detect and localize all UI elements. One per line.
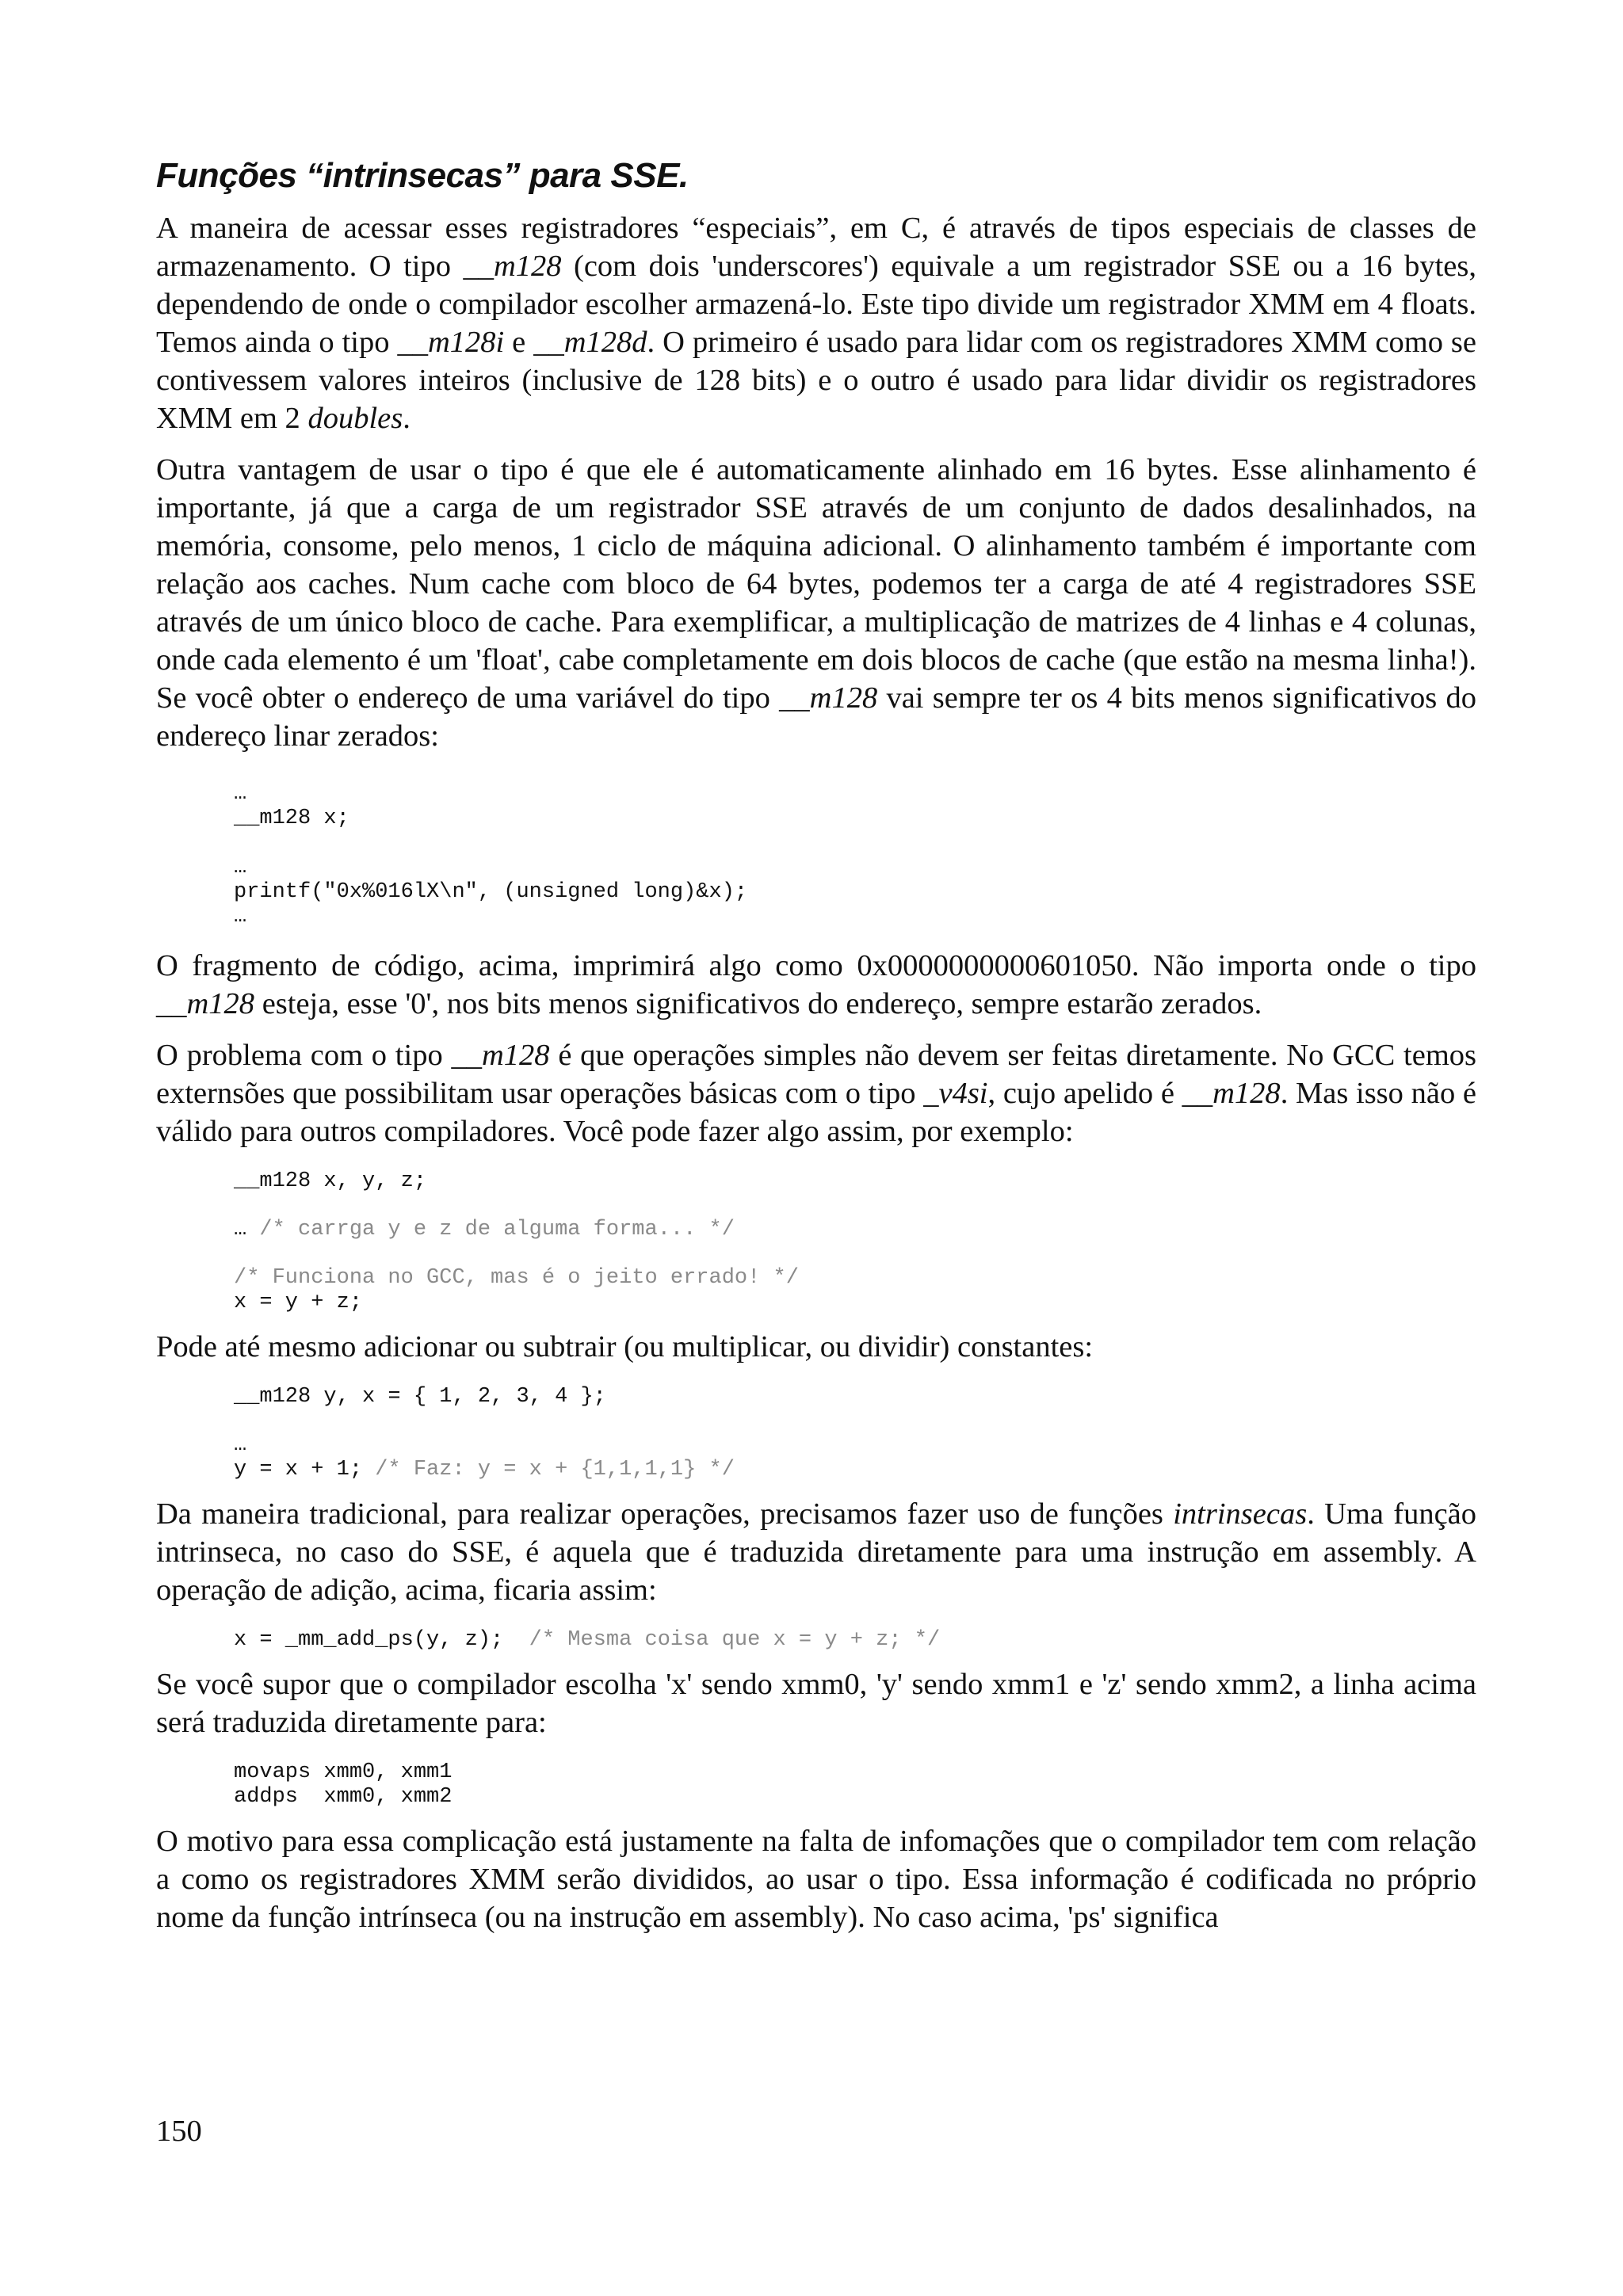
- text-run: . O primeiro é usado para lidar com os registradores XMM como se contivessem valores inteiros (inclusive de 128 bits) e o outro é usado para lidar dividir os registradores XMM em 2: [156, 326, 1476, 435]
- italic-term: __m128: [779, 681, 878, 715]
- italic-term: __m128: [451, 1039, 550, 1072]
- code-text: movaps xmm0, xmm1: [234, 1760, 453, 1784]
- text-run: Outra vantagem de usar o tipo é que ele é automaticamente alinhado em 16 bytes. Esse alinhamento é importante, já que a carga de um registrador SSE através de um conjunto de dados desalinhados, na memória, consome, pelo menos, 1 ciclo de máquina adicional. O alinhamento também é importante com relação aos caches. Num cache com bloco de 64 bytes, podemos ter a carga de até 4 registradores SSE através de um único bloco de cache. Para exemplificar, a multiplicação de matrizes de 4 linhas e 4 colunas, onde cada elemento é um 'float', cabe completamente em dois blocos de cache (que estão na mesma linha!). Se você obter o endereço de uma variável do tipo: [156, 453, 1476, 715]
- italic-term: __m128: [1182, 1077, 1281, 1110]
- code-text: …: [234, 1433, 247, 1457]
- paragraph-fragment-output: [156, 947, 1476, 1023]
- italic-term: __m128d: [533, 326, 647, 359]
- italic-term: __m128i: [397, 326, 505, 359]
- page-content: [156, 155, 1476, 1950]
- code-comment: /* Funciona no GCC, mas é o jeito errado! */: [234, 1266, 799, 1290]
- text-run: esteja, esse '0', nos bits menos significativos do endereço, sempre estarão zerados.: [254, 987, 1262, 1020]
- paragraph-m128-types: [156, 209, 1476, 437]
- code-text: …: [234, 1218, 260, 1241]
- text-run: Da maneira tradicional, para realizar operações, precisamos fazer uso de funções: [156, 1497, 1174, 1531]
- code-comment: /* Faz: y = x + {1,1,1,1} */: [375, 1458, 735, 1482]
- code-block-load-comment: [234, 1218, 1476, 1242]
- code-block-gcc-add: [234, 1266, 1476, 1315]
- italic-term: intrinsecas: [1173, 1497, 1308, 1531]
- text-run: O motivo para essa complicação está justamente na falta de infomações que o compilador tem com relação a como os registradores XMM serão divididos, ao usar o tipo. Essa informação é codificada no próprio nome da função intrínseca (ou na instrução em assembly). No caso acima, 'ps' significa: [156, 1825, 1476, 1934]
- paragraph-alignment: [156, 451, 1476, 755]
- text-run: e: [504, 326, 534, 359]
- text-run: (com dois 'underscores') equivale a um registrador SSE ou a 16 bytes, dependendo de onde o compilador escolher armazená-lo. Este tipo divide um registrador XMM em 4 floats. Temos ainda o tipo: [156, 250, 1476, 359]
- text-run: A maneira de acessar esses registradores “especiais”, em C, é através de tipos especiais de classes de armazenamento. O tipo: [156, 212, 1476, 283]
- text-run: .: [403, 402, 411, 435]
- code-text: __m128 x;: [234, 807, 349, 830]
- text-run: é que operações simples não devem ser feitas diretamente. No GCC temos externsões que possibilitam usar operações básicas com o tipo: [156, 1039, 1477, 1110]
- paragraph-motivation: [156, 1822, 1476, 1936]
- paragraph-register-mapping: [156, 1665, 1476, 1741]
- paragraph-constants: [156, 1328, 1476, 1366]
- code-text: y = x + 1;: [234, 1458, 376, 1482]
- paragraph-gcc-extensions: [156, 1036, 1476, 1150]
- italic-term: __m128: [463, 250, 562, 283]
- code-text: x = y + z;: [234, 1291, 363, 1314]
- code-comment: /* carrga y e z de alguma forma... */: [259, 1218, 735, 1241]
- code-block-init: [234, 1385, 1476, 1409]
- code-text: addps xmm0, xmm2: [234, 1785, 453, 1809]
- section-title: Funções “intrinsecas” para SSE.: [156, 156, 689, 195]
- code-text: __m128 y, x = { 1, 2, 3, 4 };: [234, 1385, 606, 1409]
- code-text: …: [234, 905, 247, 929]
- page-number: 150: [156, 2115, 202, 2148]
- code-block-add-constant: [234, 1433, 1476, 1482]
- italic-term: doubles: [307, 402, 403, 435]
- code-text: printf("0x%016lX\n", (unsigned long)&x);: [234, 880, 748, 904]
- code-block-printf: [234, 782, 1476, 929]
- code-text: x = _mm_add_ps(y, z);: [234, 1628, 529, 1652]
- code-text: …: [234, 856, 247, 879]
- text-run: , cujo apelido é: [987, 1077, 1182, 1110]
- text-run: O fragmento de código, acima, imprimirá algo como 0x0000000000601050. Não importa onde o tipo: [156, 949, 1476, 982]
- code-comment: /* Mesma coisa que x = y + z; */: [529, 1628, 941, 1652]
- text-run: . Uma função intrinseca, no caso do SSE, é aquela que é traduzida diretamente para uma instrução em assembly. A operação de adição, acima, ficaria assim:: [156, 1497, 1476, 1607]
- code-block-assembly: [234, 1760, 1476, 1810]
- paragraph-intrinsics: [156, 1495, 1476, 1609]
- text-run: Pode até mesmo adicionar ou subtrair (ou multiplicar, ou dividir) constantes:: [156, 1330, 1094, 1363]
- code-block-mm-add-ps: [234, 1628, 1476, 1653]
- text-run: O problema com o tipo: [156, 1039, 452, 1072]
- italic-term: _v4si: [923, 1077, 988, 1110]
- text-run: . Mas isso não é válido para outros compiladores. Você pode fazer algo assim, por exemplo:: [156, 1077, 1476, 1148]
- text-run: vai sempre ter os 4 bits menos significativos do endereço linar zerados:: [156, 681, 1477, 753]
- italic-term: __m128: [156, 987, 255, 1020]
- code-block-declare: [234, 1169, 1476, 1194]
- text-run: Se você supor que o compilador escolha 'x' sendo xmm0, 'y' sendo xmm1 e 'z' sendo xmm2, a linha acima será traduzida diretamente para:: [156, 1668, 1476, 1739]
- code-text: __m128 x, y, z;: [234, 1169, 427, 1193]
- code-text: …: [234, 782, 247, 806]
